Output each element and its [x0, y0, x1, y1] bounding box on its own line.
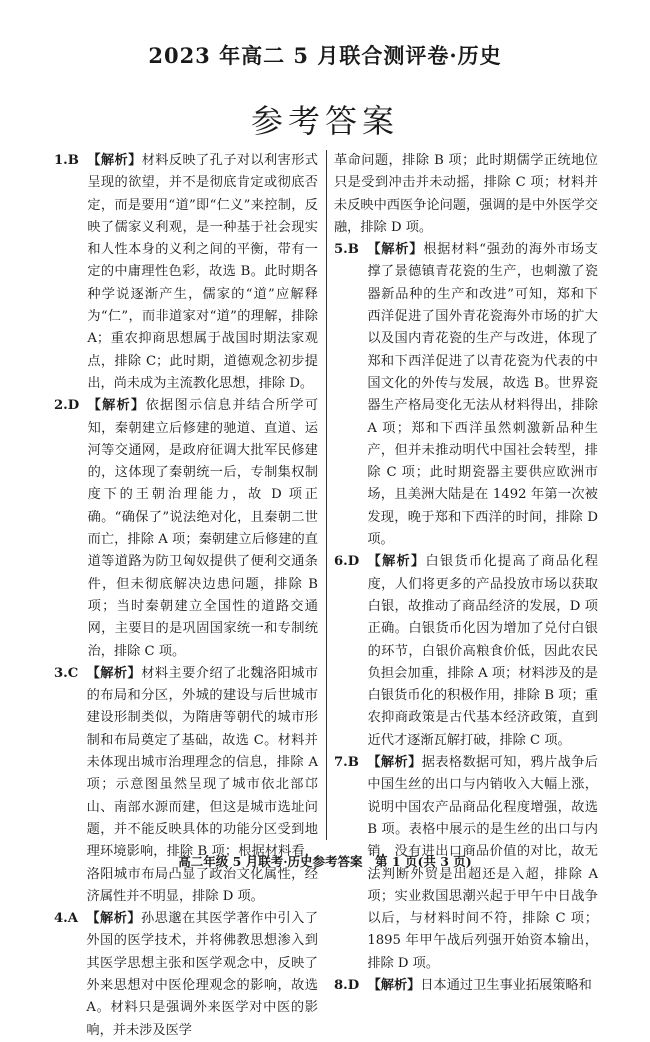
explanation — [87, 150, 318, 395]
explanation — [368, 975, 598, 997]
explanation-text: 孙思邈在其医学著作中引入了外国的医学技术，并将佛教思想渗入到其医学思想主张和医学观念中，反映了外来思想对中医伦理观念的影响，故选 A。材料只是强调外来医学对中医的影响，并未涉及医学 — [86, 911, 319, 1038]
answer-item — [334, 150, 598, 239]
explanation — [368, 551, 598, 752]
question-number: 3.C — [54, 665, 79, 681]
analysis-tag: 【解析】 — [87, 153, 142, 168]
explanation-text: 材料反映了孔子对以利害形式呈现的欲望，并不是彻底肯定或彻底否定，而是要用“道”即“仁义”来控制，反映了儒家义利观，是一种基于社会现实和人性本身的义利之间的平衡，带有一定的中庸理性色彩，故选 B。此时期各种学说逐渐产生，儒家的“道”应解释为“仁”，而非道家对“道”的理解，排除 A；重农抑商思想属于战国时期法家观点，排除 C；此时期，道德观念初步提出，尚未成为主流教化思想，排除 D。 — [87, 153, 318, 391]
question-number: 1.B — [54, 153, 79, 168]
question-number: 8.D — [334, 977, 360, 993]
explanation-text: 革命问题，排除 B 项；此时期儒学正统地位只是受到冲击并未动摇，排除 C 项；材料并未反映中西医争论问题，强调的是中外医学交融，排除 D 项。 — [334, 153, 598, 235]
analysis-tag: 【解析】 — [87, 398, 146, 414]
explanation-text: 依据图示信息并结合所学可知，秦朝建立后修建的驰道、直道、运河等交通网，是政府征调大批军民修建的，这体现了秦朝统一后，专制集权制度下的王朝治理能力，故 D 项正确。“确保了”说法绝对化，且秦朝二世而亡，排除 A 项；秦朝建立后修建的直道等道路为防卫匈奴提供了便利交通条件，但未彻底解决边患问题，排除 B 项；当时秦朝建立全国性的道路交通网，主要目的是巩固国家统一和专制统治，排除 C 项。 — [87, 398, 319, 659]
answer-item — [54, 150, 318, 395]
question-number: 5.B — [334, 242, 359, 258]
explanation-text: 据表格数据可知，鸦片战争后中国生丝的出口与内销收入大幅上涨，说明中国农产品商品化程度增强，故选 B 项。表格中展示的是生丝的出口与内销，没有进出口商品价值的对比，故无法判断外贸是出超还是入超，排除 A 项；实业救国思潮兴起于甲午中日战争以后，与材料时间不符，排除 C 项；1895 年甲午战后列强开始资本输出，排除 D 项。 — [367, 755, 598, 971]
page-footer: 高二年级 5 月联考·历史参考答案 第 1 页(共 3 页) — [178, 854, 472, 869]
analysis-tag: 【解析】 — [86, 665, 142, 681]
answer-item — [54, 663, 318, 908]
explanation — [87, 663, 318, 908]
page-subtitle: 参考答案 — [250, 102, 399, 140]
explanation — [334, 150, 598, 239]
answer-item — [54, 395, 318, 663]
explanation — [367, 239, 598, 551]
right-column — [334, 150, 599, 993]
explanation — [86, 908, 318, 1042]
question-number: 2.D — [54, 398, 80, 414]
analysis-tag: 【解析】 — [86, 911, 141, 927]
page-title: 2023 年高二 5 月联合测评卷·历史 — [148, 43, 502, 68]
left-column — [54, 150, 319, 1038]
explanation-text: 根据材料“强劲的海外市场支撑了景德镇青花瓷的生产，也刺激了瓷器新品种的生产和改进”可知，郑和下西洋促进了国外青花瓷海外市场的扩大以及国内青花瓷的生产与改进，体现了郑和下西洋促进了以青花瓷为代表的中国文化的外传与发展，故选 B。世界瓷器生产格局变化无法从材料得出，排除 A 项；郑和下西洋虽然刺激新品种生产，但并未推动明代中国社会转型，排除 C 项；此时期瓷器主要供应欧洲市场，且美洲大陆是在 1492 年第一次被发现，晚于郑和下西洋的时间，排除 D 项。 — [367, 242, 598, 548]
explanation-text: 日本通过卫生事业拓展策略和 — [420, 977, 592, 993]
answer-item — [54, 908, 318, 1042]
explanation-text: 材料主要介绍了北魏洛阳城市的布局和分区，外城的建设与后世城市建设形制类似，为隋唐等朝代的城市形制和布局奠定了基础，故选 C。材料并未体现出城市治理理念的信息，排除 A 项；示意图虽然呈现了城市依北部邙山、南部水源而建，但这是城市选址问题，并不能反映具体的功能分区受到地理环境影响，排除 B 项；根据材料看，洛阳城市布局凸显了政治文化属性，经济属性并不明显，排除 D 项。 — [86, 665, 319, 904]
explanation — [88, 395, 318, 663]
question-number: 4.A — [54, 911, 78, 927]
question-number: 6.D — [334, 554, 360, 570]
analysis-tag: 【解析】 — [367, 554, 426, 570]
column-divider — [326, 150, 327, 840]
analysis-tag: 【解析】 — [367, 242, 424, 258]
question-number: 7.B — [334, 755, 359, 771]
answer-item — [334, 551, 598, 752]
analysis-tag: 【解析】 — [367, 977, 421, 993]
analysis-tag: 【解析】 — [367, 755, 422, 771]
answer-item — [334, 239, 598, 551]
answer-item — [334, 975, 598, 997]
explanation-text: 白银货币化提高了商品化程度，人们将更多的产品投放市场以获取白银，故推动了商品经济的发展，D 项正确。白银货币化因为增加了兑付白银的环节，白银价高粮食价低，因此农民负担会加重，排除 A 项；材料涉及的是白银货币化的积极作用，排除 B 项；重农抑商政策是古代基本经济政策，直到近代才逐渐瓦解打破，排除 C 项。 — [367, 554, 599, 748]
